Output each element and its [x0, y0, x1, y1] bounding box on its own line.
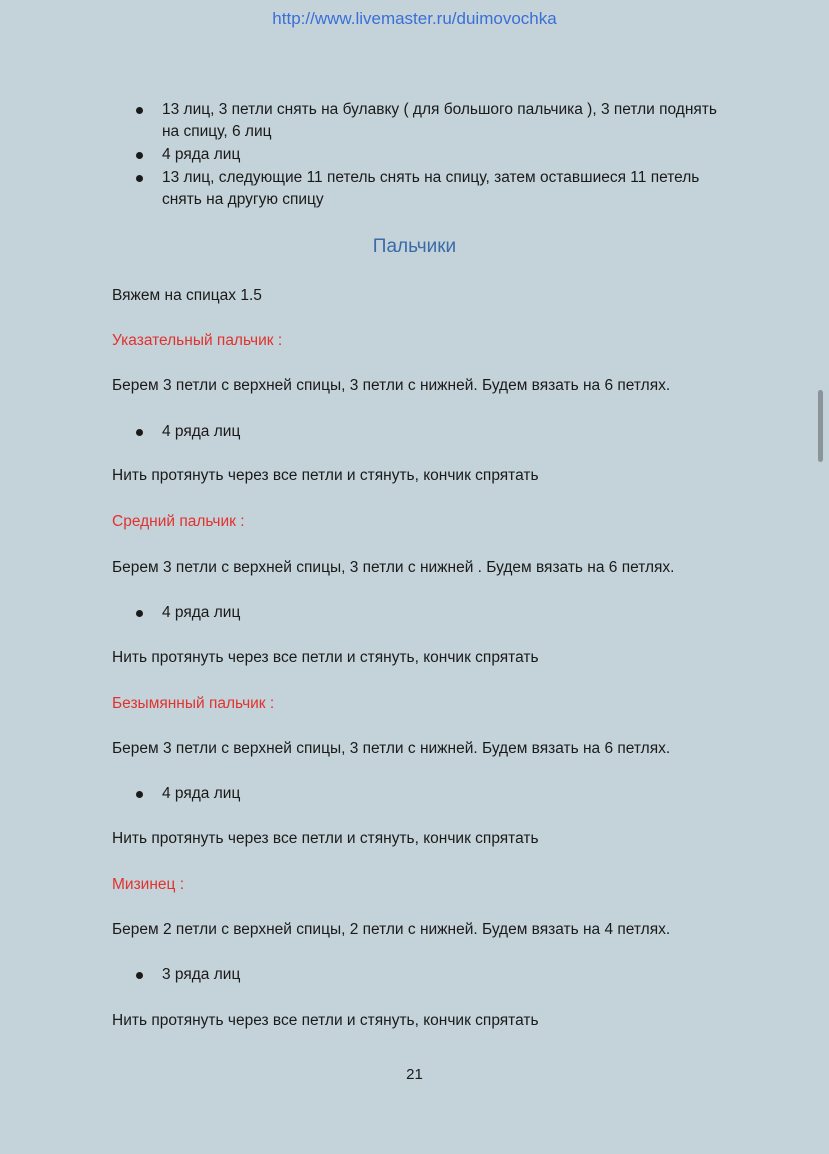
list-item	[162, 783, 722, 805]
bullet-icon	[136, 429, 143, 436]
bullet-icon	[136, 107, 143, 114]
finger-finish: Нить протянуть через все петли и стянуть, кончик спрятать	[112, 649, 539, 666]
list-item-text: 3 ряда лиц	[162, 966, 241, 983]
list-item-text: 13 лиц, следующие 11 петель снять на спицу, затем оставшиеся 11 петель снять на другую спицу	[162, 169, 700, 208]
scrollbar-thumb[interactable]	[818, 390, 823, 462]
finger-title: Безымянный пальчик :	[112, 695, 275, 712]
list-item-text: 4 ряда лиц	[162, 146, 241, 163]
finger-finish: Нить протянуть через все петли и стянуть, кончик спрятать	[112, 830, 539, 847]
bullet-icon	[136, 972, 143, 979]
finger-title: Мизинец :	[112, 876, 185, 893]
page-number: 21	[406, 1066, 423, 1083]
bullet-icon	[136, 175, 143, 182]
bullet-icon	[136, 610, 143, 617]
list-item-text: 13 лиц, 3 петли снять на булавку ( для большого пальчика ), 3 петли поднять на спицу, 6 лиц	[162, 101, 717, 140]
list-item	[162, 167, 722, 211]
finger-instruction: Берем 3 петли с верхней спицы, 3 петли с нижней. Будем вязать на 6 петлях.	[112, 377, 671, 394]
list-item	[162, 964, 722, 986]
finger-title: Средний пальчик :	[112, 513, 245, 530]
list-item	[162, 99, 722, 143]
bullet-icon	[136, 791, 143, 798]
finger-instruction: Берем 2 петли с верхней спицы, 2 петли с нижней. Будем вязать на 4 петлях.	[112, 921, 671, 938]
finger-instruction: Берем 3 петли с верхней спицы, 3 петли с нижней. Будем вязать на 6 петлях.	[112, 740, 671, 757]
finger-finish: Нить протянуть через все петли и стянуть, кончик спрятать	[112, 1012, 539, 1029]
section-title: Пальчики	[372, 236, 457, 257]
list-item	[162, 602, 722, 624]
list-item-text: 4 ряда лиц	[162, 423, 241, 440]
list-item	[162, 421, 722, 443]
list-item-text: 4 ряда лиц	[162, 785, 241, 802]
intro-text: Вяжем на спицах 1.5	[112, 287, 262, 304]
header-url-link[interactable]: http://www.livemaster.ru/duimovochka	[272, 9, 557, 28]
bullet-icon	[136, 152, 143, 159]
finger-finish: Нить протянуть через все петли и стянуть, кончик спрятать	[112, 467, 539, 484]
list-item	[162, 144, 722, 166]
list-item-text: 4 ряда лиц	[162, 604, 241, 621]
finger-title: Указательный пальчик :	[112, 332, 283, 349]
finger-instruction: Берем 3 петли с верхней спицы, 3 петли с нижней . Будем вязать на 6 петлях.	[112, 559, 675, 576]
